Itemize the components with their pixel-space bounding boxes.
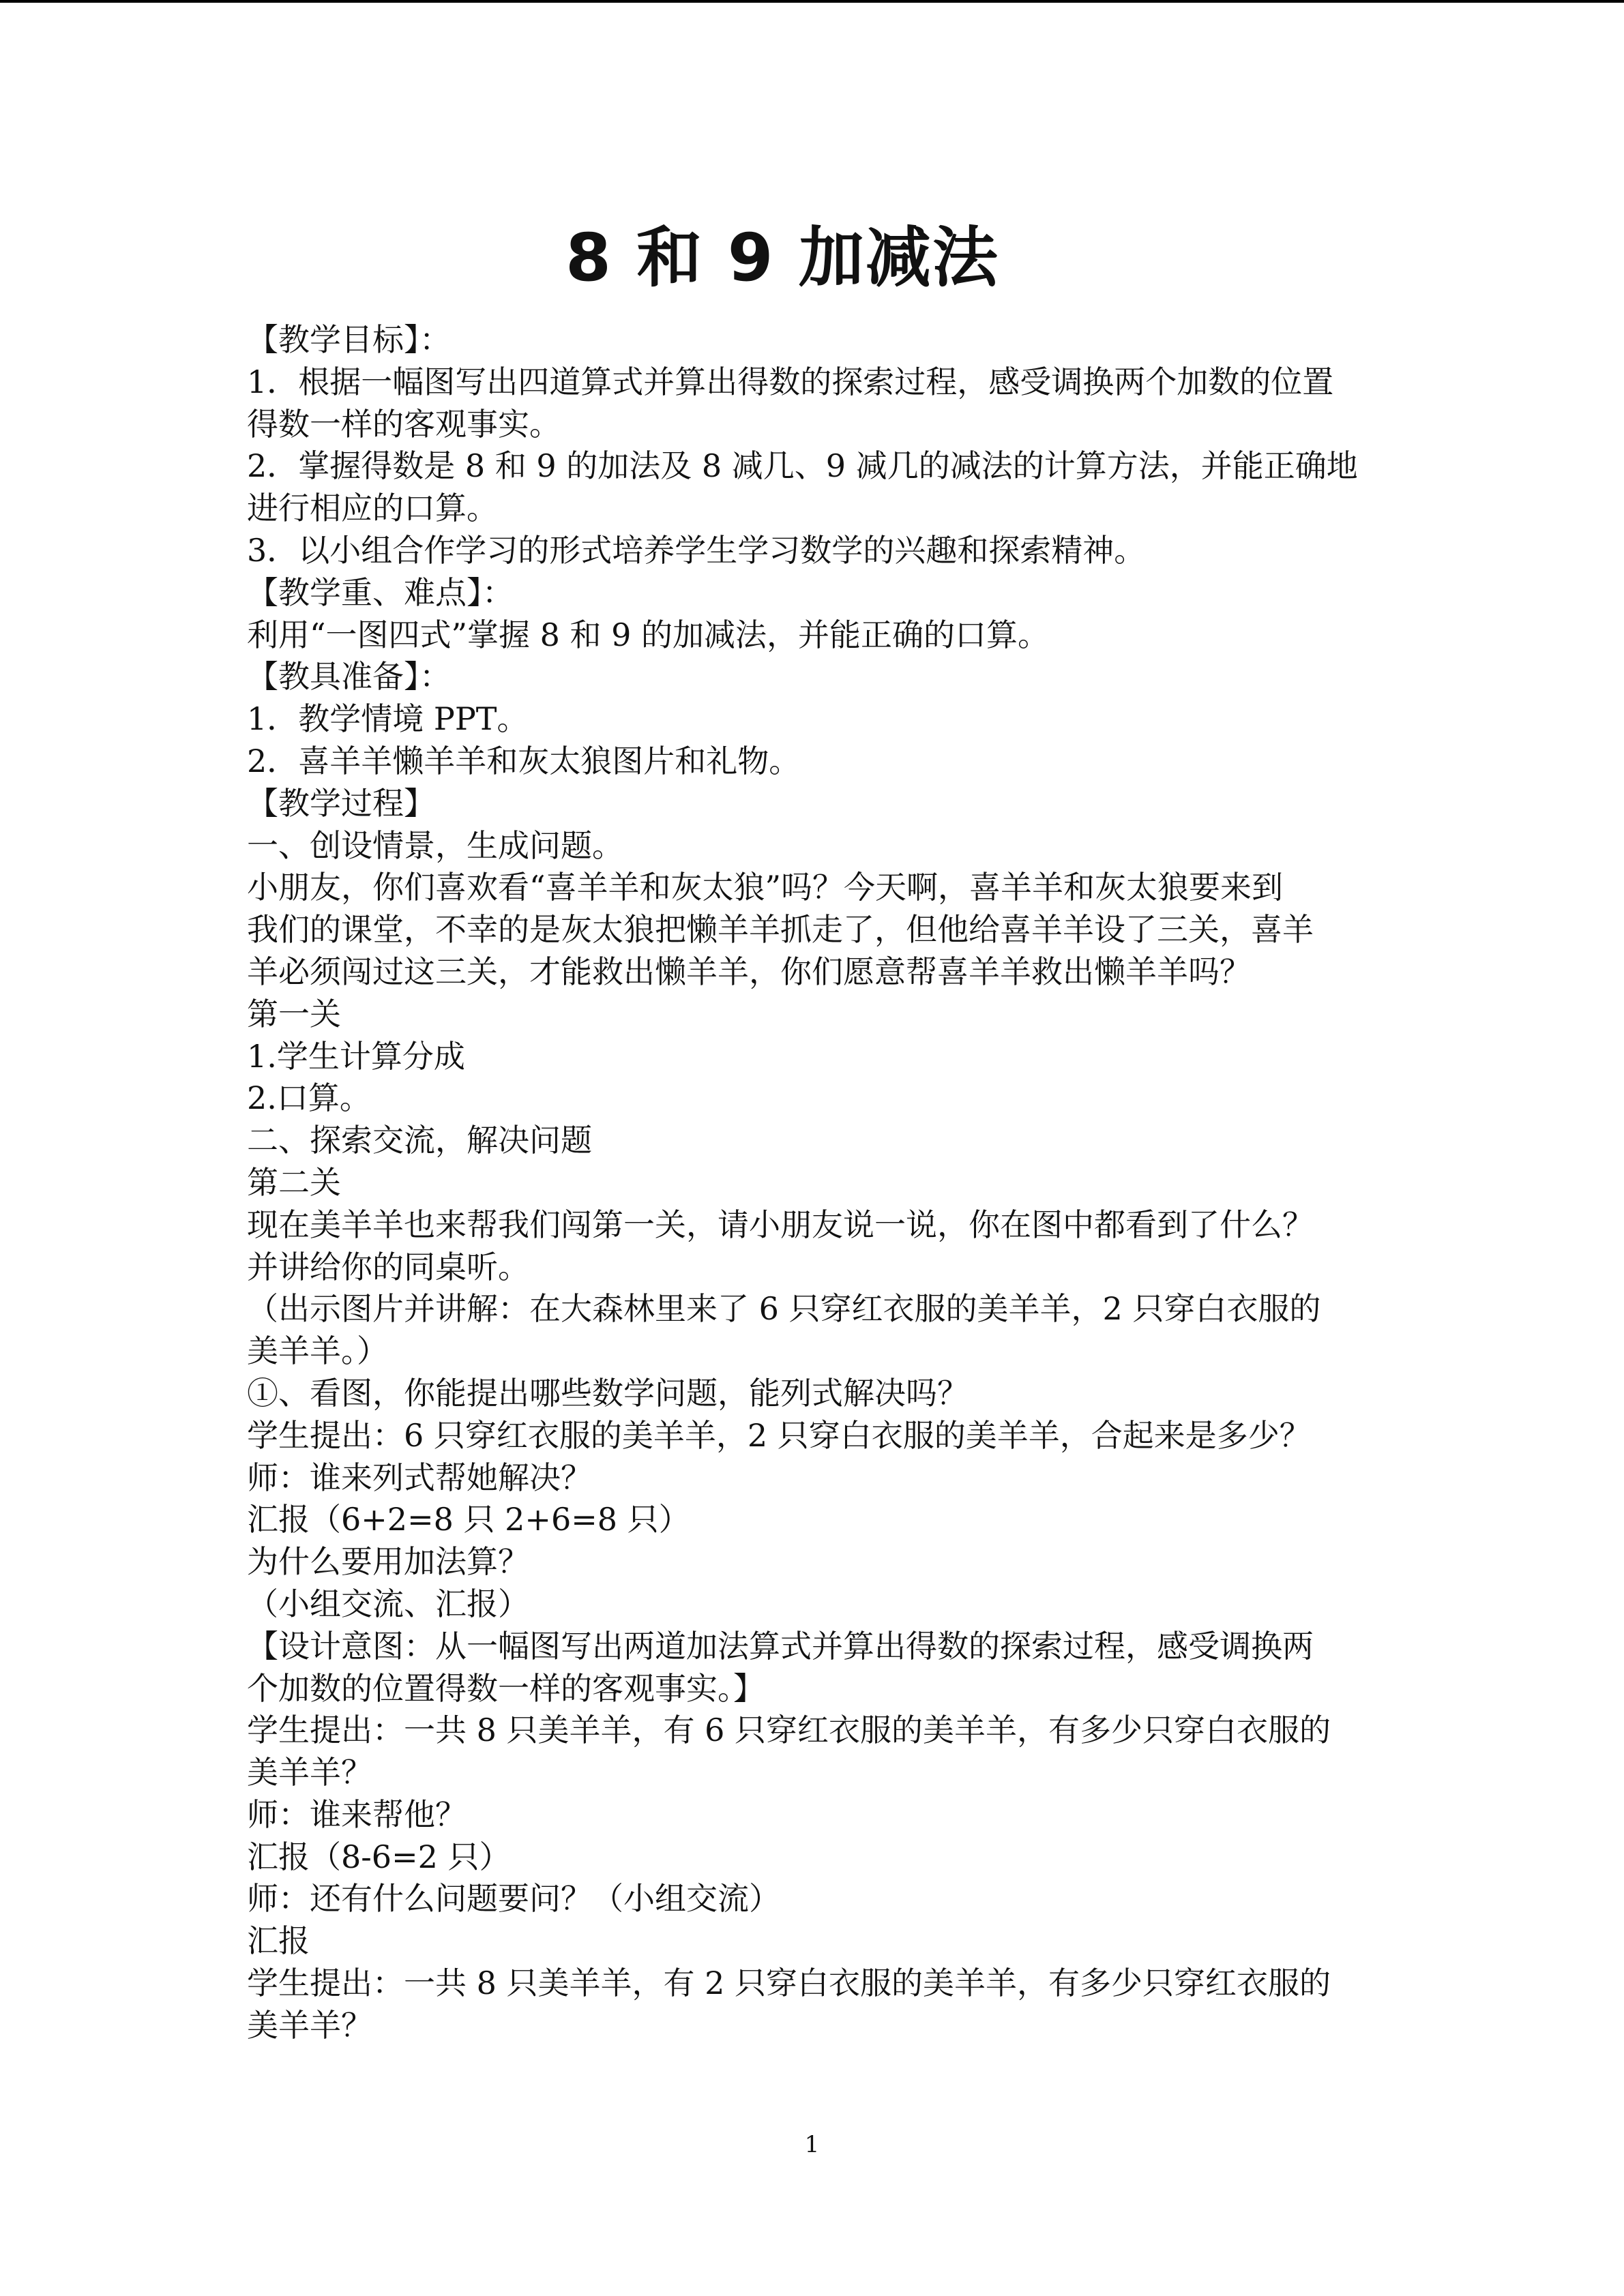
text-line: 2．掌握得数是 8 和 9 的加法及 8 减几、9 减几的减法的计算方法，并能正确地 bbox=[247, 447, 1358, 485]
text-line: 小朋友，你们喜欢看“喜羊羊和灰太狼”吗？今天啊，喜羊羊和灰太狼要来到 bbox=[247, 869, 1284, 906]
text-line: 2.口算。 bbox=[247, 1079, 371, 1117]
text-line: 汇报 bbox=[247, 1922, 310, 1960]
text-line: 【教具准备】： bbox=[247, 658, 451, 696]
text-line: 师：还有什么问题要问？（小组交流） bbox=[247, 1880, 780, 1918]
text-line: 师：谁来列式帮她解决？ bbox=[247, 1459, 592, 1496]
text-line: 为什么要用加法算？ bbox=[247, 1543, 529, 1581]
text-line: 一、创设情景，生成问题。 bbox=[247, 826, 623, 864]
page-number: 1 bbox=[804, 2131, 820, 2158]
text-line: 我们的课堂，不幸的是灰太狼把懒羊羊抓走了，但他给喜羊羊设了三关，喜羊 bbox=[247, 911, 1314, 949]
text-line: （出示图片并讲解：在大森林里来了 6 只穿红衣服的美羊羊，2 只穿白衣服的 bbox=[247, 1290, 1321, 1328]
text-line: 现在美羊羊也来帮我们闯第一关，请小朋友说一说，你在图中都看到了什么？ bbox=[247, 1206, 1314, 1243]
text-line: 汇报（8-6=2 只） bbox=[247, 1838, 511, 1875]
text-line: 【教学过程】 bbox=[247, 784, 435, 822]
text-line: 学生提出：一共 8 只美羊羊，有 6 只穿红衣服的美羊羊，有多少只穿白衣服的 bbox=[247, 1712, 1331, 1749]
text-line: 美羊羊？ bbox=[247, 2006, 372, 2044]
text-line: 1．根据一幅图写出四道算式并算出得数的探索过程，感受调换两个加数的位置 bbox=[247, 363, 1334, 400]
text-line: 学生提出：一共 8 只美羊羊，有 2 只穿白衣服的美羊羊，有多少只穿红衣服的 bbox=[247, 1965, 1331, 2002]
text-line: 2．喜羊羊懒羊羊和灰太狼图片和礼物。 bbox=[247, 742, 801, 779]
text-line: 个加数的位置得数一样的客观事实。】 bbox=[247, 1669, 765, 1707]
text-line: 得数一样的客观事实。 bbox=[247, 405, 561, 443]
text-line: 学生提出：6 只穿红衣服的美羊羊，2 只穿白衣服的美羊羊，合起来是多少？ bbox=[247, 1416, 1311, 1454]
page-top-border bbox=[0, 0, 1624, 3]
text-line: 【教学目标】： bbox=[247, 321, 451, 358]
text-line: 利用“一图四式”掌握 8 和 9 的加减法，并能正确的口算。 bbox=[247, 616, 1050, 653]
text-line: 美羊羊？ bbox=[247, 1754, 372, 1791]
text-line: 第一关 bbox=[247, 995, 341, 1032]
document-body bbox=[247, 319, 1379, 2047]
text-line: 师：谁来帮他？ bbox=[247, 1795, 467, 1833]
document-title: 8 和 9 加减法 bbox=[565, 220, 999, 296]
text-line: ①、看图，你能提出哪些数学问题，能列式解决吗？ bbox=[247, 1374, 969, 1412]
text-line: 进行相应的口算。 bbox=[247, 490, 498, 527]
text-line: 3．以小组合作学习的形式培养学生学习数学的兴趣和探索精神。 bbox=[247, 531, 1146, 569]
text-line: 【设计意图：从一幅图写出两道加法算式并算出得数的探索过程，感受调换两 bbox=[247, 1627, 1314, 1665]
text-line: （小组交流、汇报） bbox=[247, 1585, 529, 1622]
text-line: 第二关 bbox=[247, 1163, 341, 1201]
text-line: 羊必须闯过这三关，才能救出懒羊羊，你们愿意帮喜羊羊救出懒羊羊吗？ bbox=[247, 953, 1251, 990]
text-line: 美羊羊。） bbox=[247, 1332, 388, 1370]
text-line: 汇报（6+2=8 只 2+6=8 只） bbox=[247, 1501, 690, 1538]
text-line: 【教学重、难点】： bbox=[247, 573, 514, 611]
text-line: 1．教学情境 PPT。 bbox=[247, 700, 529, 738]
text-line: 1.学生计算分成 bbox=[247, 1037, 465, 1075]
text-line: 并讲给你的同桌听。 bbox=[247, 1248, 529, 1285]
text-line: 二、探索交流，解决问题 bbox=[247, 1122, 592, 1159]
